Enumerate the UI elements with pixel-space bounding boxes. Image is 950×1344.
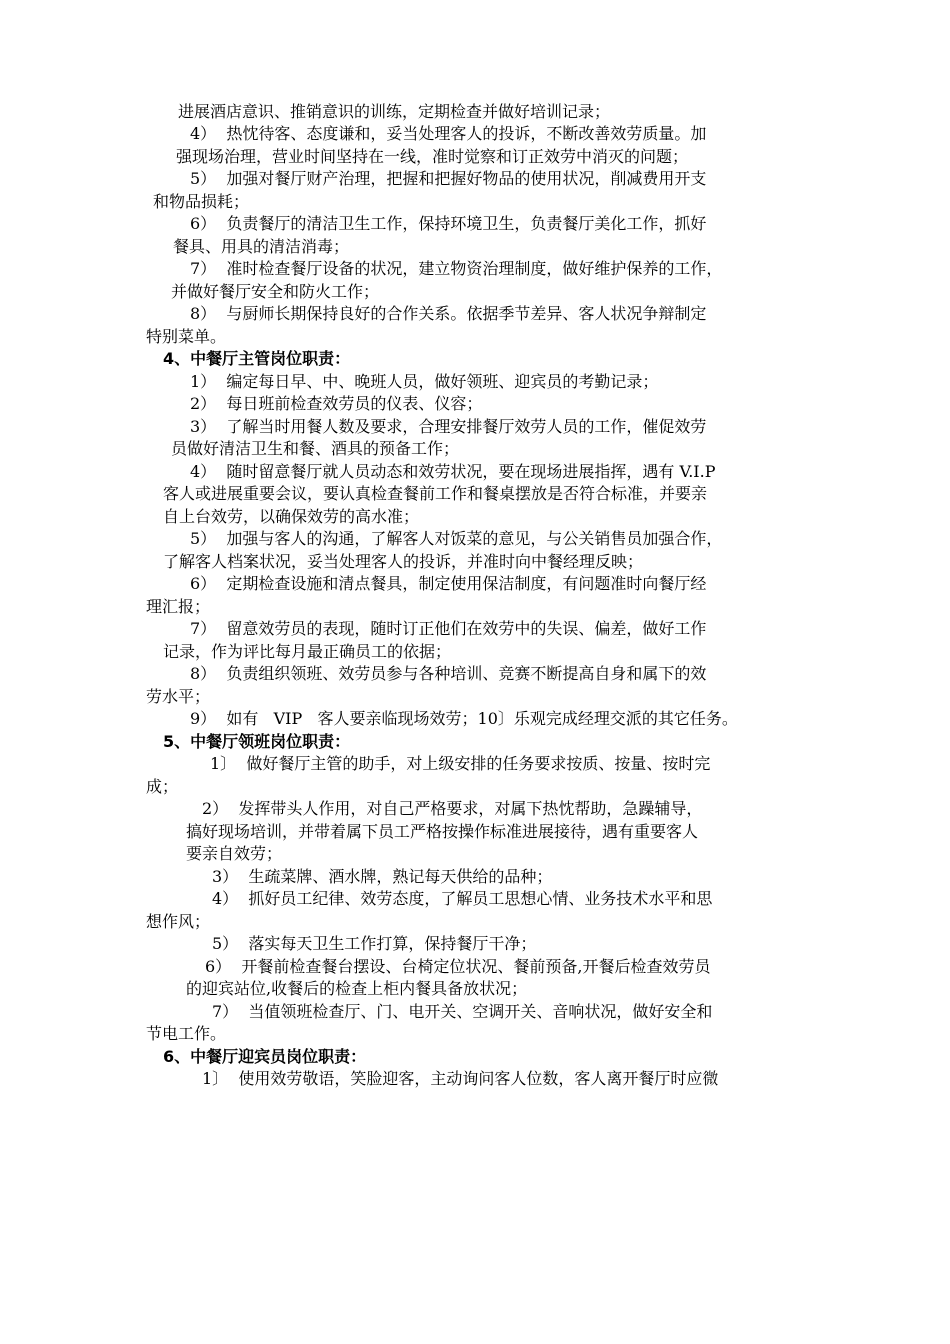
text-line: 4） 抓好员工纪律、效劳态度，了解员工思想心情、业务技术水平和思 (212, 889, 713, 908)
text-line: 7） 留意效劳员的表现，随时订正他们在效劳中的失误、偏差，做好工作 (190, 619, 707, 638)
text-line: 8） 负责组织领班、效劳员参与各种培训、竞赛不断提高自身和属下的效 (190, 664, 707, 683)
text-line: 并做好餐厅安全和防火工作； (171, 282, 380, 301)
text-line: 搞好现场培训，并带着属下员工严格按操作标准进展接待，遇有重要客人 (186, 822, 699, 841)
text-line: 5） 加强与客人的沟通，了解客人对饭菜的意见，与公关销售员加强合作， (190, 529, 723, 548)
text-line: 2） 每日班前检查效劳员的仪表、仪容； (190, 394, 483, 413)
text-line: 6） 开餐前检查餐台摆设、台椅定位状况、餐前预备,开餐后检查效劳员 (205, 957, 711, 976)
text-line: 5） 加强对餐厅财产治理，把握和把握好物品的使用状况，削减费用开支 (190, 169, 707, 188)
text-line: 1〕 做好餐厅主管的助手，对上级安排的任务要求按质、按量、按时完 (210, 754, 711, 773)
text-line: 强现场治理，营业时间坚持在一线，准时觉察和订正效劳中消灭的问题； (176, 147, 689, 166)
text-line: 记录，作为评比每月最正确员工的依据； (163, 642, 452, 661)
text-line: 节电工作。 (146, 1024, 227, 1043)
section-heading: 6、中餐厅迎宾员岗位职责： (163, 1047, 367, 1066)
text-line: 特别菜单。 (146, 327, 227, 346)
text-line: 7） 当值领班检查厅、门、电开关、空调开关、音响状况，做好安全和 (212, 1002, 713, 1021)
text-line: 和物品损耗； (153, 192, 250, 211)
text-line: 1〕 使用效劳敬语，笑脸迎客，主动询问客人位数，客人离开餐厅时应微 (202, 1069, 719, 1088)
text-line: 4） 随时留意餐厅就人员动态和效劳状况，要在现场进展指挥，遇有 V.I.P (190, 462, 716, 481)
text-line: 员做好清洁卫生和餐、酒具的预备工作； (171, 439, 460, 458)
text-line: 7） 准时检查餐厅设备的状况，建立物资治理制度，做好维护保养的工作， (190, 259, 723, 278)
text-line: 客人或进展重要会议，要认真检查餐前工作和餐桌摆放是否符合标准，并要亲 (163, 484, 708, 503)
text-line: 自上台效劳，以确保效劳的高水准； (163, 507, 420, 526)
text-line: 进展酒店意识、推销意识的训练，定期检查并做好培训记录； (178, 102, 611, 121)
text-line: 3） 了解当时用餐人数及要求，合理安排餐厅效劳人员的工作，催促效劳 (190, 417, 707, 436)
text-line: 9） 如有 VIP 客人要亲临现场效劳；10〕乐观完成经理交派的其它任务。 (190, 709, 738, 728)
text-line: 理汇报； (146, 597, 211, 616)
text-line: 成； (146, 777, 179, 796)
text-line: 8） 与厨师长期保持良好的合作关系。依据季节差异、客人状况争辩制定 (190, 304, 707, 323)
section-heading: 5、中餐厅领班岗位职责： (163, 732, 351, 751)
section-heading: 4、中餐厅主管岗位职责： (163, 349, 351, 368)
text-line: 6） 定期检查设施和清点餐具，制定使用保洁制度，有问题准时向餐厅经 (190, 574, 707, 593)
text-line: 5） 落实每天卫生工作打算，保持餐厅干净； (212, 934, 537, 953)
text-line: 4） 热忱待客、态度谦和，妥当处理客人的投诉，不断改善效劳质量。加 (190, 124, 707, 143)
text-line: 1） 编定每日早、中、晚班人员，做好领班、迎宾员的考勤记录； (190, 372, 659, 391)
text-line: 要亲自效劳； (186, 844, 283, 863)
text-line: 3） 生疏菜牌、酒水牌，熟记每天供给的品种； (212, 867, 553, 886)
text-line: 了解客人档案状况，妥当处理客人的投诉，并准时向中餐经理反映； (163, 552, 644, 571)
text-line: 6） 负责餐厅的清洁卫生工作，保持环境卫生，负责餐厅美化工作，抓好 (190, 214, 707, 233)
text-line: 劳水平； (146, 687, 211, 706)
text-line: 2） 发挥带头人作用，对自己严格要求，对属下热忱帮助，急躁辅导， (202, 799, 703, 818)
text-line: 的迎宾站位,收餐后的检查上柜内餐具备放状况； (186, 979, 528, 998)
text-line: 想作风； (146, 912, 211, 931)
text-line: 餐具、用具的清洁消毒； (173, 237, 350, 256)
